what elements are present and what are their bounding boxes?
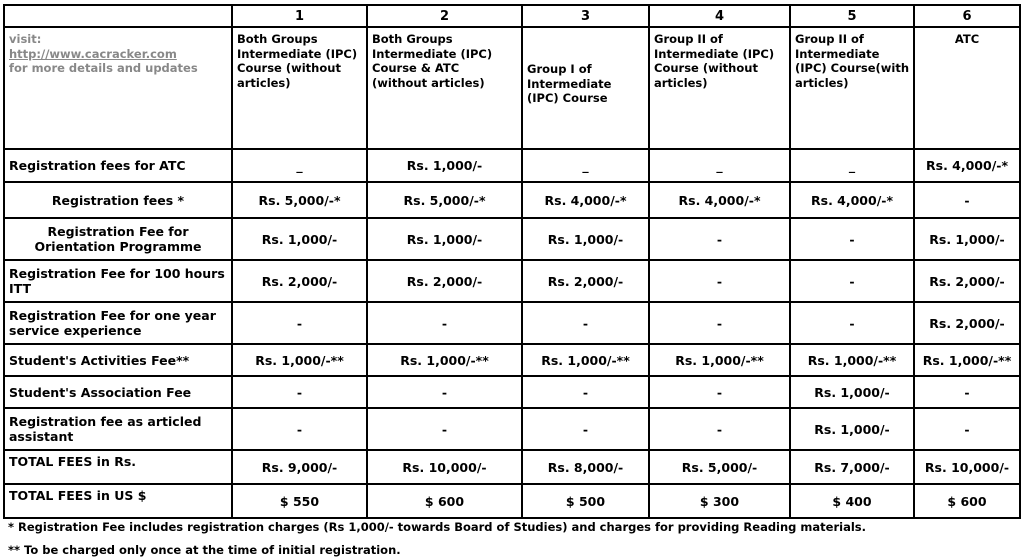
fee-cell: - <box>649 376 790 408</box>
fee-row-label: Student's Activities Fee** <box>4 344 232 376</box>
fee-row <box>4 260 1020 302</box>
visit-cell <box>4 27 232 149</box>
fee-cell: Rs. 2,000/- <box>367 260 522 302</box>
fee-cell: - <box>649 302 790 344</box>
fee-cell: - <box>522 302 649 344</box>
fee-cell: Rs. 1,000/-** <box>914 344 1020 376</box>
fee-cell: Rs. 1,000/- <box>232 218 367 260</box>
fee-cell: - <box>232 408 367 450</box>
fee-row <box>4 218 1020 260</box>
fee-cell: Rs. 2,000/- <box>232 260 367 302</box>
fee-cell: Rs. 1,000/- <box>914 218 1020 260</box>
footnote-1: * Registration Fee includes registration charges (Rs 1,000/- towards Board of Studies) and charges for providing Reading materials. <box>8 520 866 534</box>
fee-cell: - <box>649 408 790 450</box>
total-rows <box>4 450 1020 518</box>
fee-rows <box>4 149 1020 450</box>
fee-row <box>4 344 1020 376</box>
fee-cell: - <box>522 408 649 450</box>
fee-cell: _ <box>649 149 790 182</box>
course-5: Group II of Intermediate (IPC) Course(with articles) <box>790 27 914 149</box>
fee-cell: - <box>914 408 1020 450</box>
fee-cell: Rs. 1,000/-** <box>649 344 790 376</box>
course-6: ATC <box>914 27 1020 149</box>
fee-row-label: Registration Fee for Orientation Programme <box>4 218 232 260</box>
fee-cell: Rs. 1,000/-** <box>232 344 367 376</box>
total-cell: Rs. 5,000/- <box>649 450 790 484</box>
course-3: Group I of Intermediate (IPC) Course <box>522 27 649 149</box>
fee-cell: Rs. 1,000/- <box>522 218 649 260</box>
fee-cell: Rs. 4,000/-* <box>522 182 649 218</box>
fee-cell: Rs. 2,000/- <box>522 260 649 302</box>
fee-cell: - <box>914 182 1020 218</box>
column-number-row <box>4 5 1020 27</box>
fee-cell: Rs. 5,000/-* <box>232 182 367 218</box>
course-1: Both Groups Intermediate (IPC) Course (without articles) <box>232 27 367 149</box>
total-row-label: TOTAL FEES in US $ <box>4 484 232 518</box>
visit-details: for more details and updates <box>9 61 198 75</box>
total-cell: $ 300 <box>649 484 790 518</box>
fee-cell: - <box>790 302 914 344</box>
total-cell: $ 550 <box>232 484 367 518</box>
fee-cell: Rs. 4,000/-* <box>649 182 790 218</box>
total-cell: Rs. 10,000/- <box>367 450 522 484</box>
fee-cell: - <box>914 376 1020 408</box>
fee-cell: - <box>232 376 367 408</box>
fee-row-label: Registration Fee for 100 hours ITT <box>4 260 232 302</box>
fee-cell: Rs. 1,000/- <box>790 408 914 450</box>
visit-label: visit: <box>9 32 42 46</box>
fee-table <box>3 4 1021 519</box>
fee-cell: Rs. 1,000/- <box>367 218 522 260</box>
fee-cell: Rs. 2,000/- <box>914 260 1020 302</box>
col-number-2: 2 <box>367 5 522 27</box>
fee-cell: - <box>522 376 649 408</box>
fee-row-label: Registration fee as articled assistant <box>4 408 232 450</box>
fee-cell: - <box>367 376 522 408</box>
fee-cell: - <box>232 302 367 344</box>
fee-cell: Rs. 4,000/-* <box>914 149 1020 182</box>
col-number-4: 4 <box>649 5 790 27</box>
fee-cell: Rs. 1,000/-** <box>790 344 914 376</box>
footnote-2: ** To be charged only once at the time of initial registration. <box>8 543 401 557</box>
total-inr-row <box>4 450 1020 484</box>
fee-row <box>4 182 1020 218</box>
total-usd-row <box>4 484 1020 518</box>
fee-cell: Rs. 1,000/-** <box>522 344 649 376</box>
fee-cell: - <box>649 260 790 302</box>
col-number-6: 6 <box>914 5 1020 27</box>
total-cell: Rs. 10,000/- <box>914 450 1020 484</box>
total-cell: Rs. 7,000/- <box>790 450 914 484</box>
col-number-5: 5 <box>790 5 914 27</box>
website-link[interactable]: http://www.cacracker.com <box>9 46 177 61</box>
course-2: Both Groups Intermediate (IPC) Course & ATC (without articles) <box>367 27 522 149</box>
fee-cell: - <box>790 260 914 302</box>
fee-row <box>4 149 1020 182</box>
total-cell: $ 600 <box>367 484 522 518</box>
total-cell: Rs. 9,000/- <box>232 450 367 484</box>
total-row-label: TOTAL FEES in Rs. <box>4 450 232 484</box>
fee-row-label: Student's Association Fee <box>4 376 232 408</box>
total-cell: $ 600 <box>914 484 1020 518</box>
col-number-3: 3 <box>522 5 649 27</box>
fee-cell: Rs. 1,000/- <box>367 149 522 182</box>
total-cell: $ 400 <box>790 484 914 518</box>
course-header-row <box>4 27 1020 149</box>
fee-cell: _ <box>522 149 649 182</box>
fee-row <box>4 376 1020 408</box>
fee-cell: - <box>367 302 522 344</box>
fee-row-label: Registration fees * <box>4 182 232 218</box>
fee-cell: Rs. 1,000/- <box>790 376 914 408</box>
fee-cell: _ <box>232 149 367 182</box>
fee-row <box>4 408 1020 450</box>
fee-cell: Rs. 5,000/-* <box>367 182 522 218</box>
fee-cell: Rs. 1,000/-** <box>367 344 522 376</box>
fee-cell: - <box>649 218 790 260</box>
col-number-1: 1 <box>232 5 367 27</box>
course-4: Group II of Intermediate (IPC) Course (without articles) <box>649 27 790 149</box>
fee-cell: Rs. 4,000/-* <box>790 182 914 218</box>
corner-cell <box>4 5 232 27</box>
total-cell: $ 500 <box>522 484 649 518</box>
fee-cell: - <box>367 408 522 450</box>
fee-cell: _ <box>790 149 914 182</box>
total-cell: Rs. 8,000/- <box>522 450 649 484</box>
fee-row-label: Registration fees for ATC <box>4 149 232 182</box>
fee-cell: - <box>790 218 914 260</box>
fee-cell: Rs. 2,000/- <box>914 302 1020 344</box>
fee-row-label: Registration Fee for one year service experience <box>4 302 232 344</box>
fee-row <box>4 302 1020 344</box>
